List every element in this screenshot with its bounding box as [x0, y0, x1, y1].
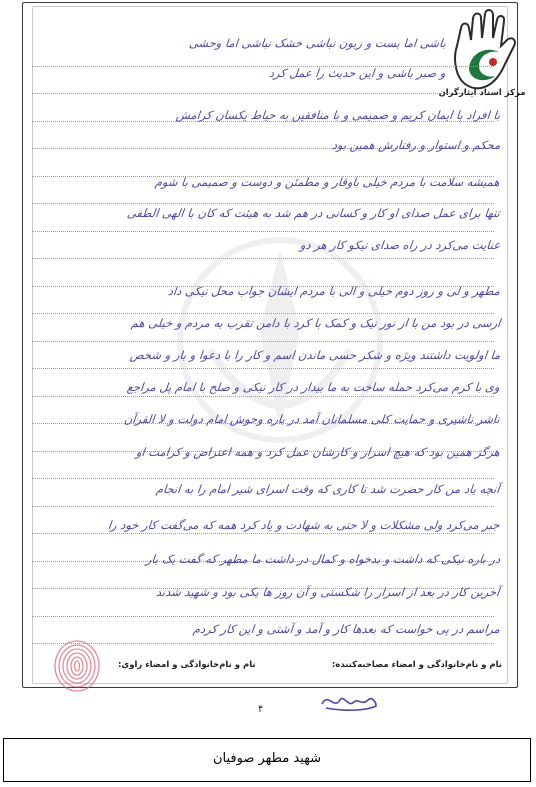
- ruled-line: [32, 533, 494, 534]
- ruled-line: [32, 616, 494, 617]
- ruled-line: [32, 231, 494, 232]
- ruled-line: [32, 313, 494, 314]
- interviewer-signature-label: نام و نام‌خانوادگی و امضاء مصاحبه‌کننده:: [331, 660, 502, 670]
- ruled-line: [32, 258, 494, 259]
- ruled-line: [32, 203, 494, 204]
- handwritten-line: هرگز همین بود که هیچ اسرار و کارشان عمل کرد و همه اعتراض و کرامت او: [135, 445, 501, 459]
- handwritten-line: مطهر و لی و روز دوم خیلی و الی با مردم ایشان جواب محل نیکی داد: [167, 284, 501, 298]
- handwritten-line: تنها برای عمل صدای او کار و کسانی در هم شد به هیئت که کان با الهی الطفی: [126, 206, 501, 220]
- handwritten-line: ناشر ناشیری و حمایت کلی مسلمانان آمد در باره وحوش امام دولت و لا القرآن: [123, 412, 501, 426]
- handwritten-line: محکم و استوار و رفتارش همین بود: [330, 138, 501, 152]
- ruled-line: [32, 506, 494, 507]
- handwritten-line: در باره نیکی که داشت و بدخواه و کمال در داشت ما مطهر که گفت یک بار: [144, 552, 501, 566]
- handwritten-line: آخرین کار در بعد از اسرار را شکستی و آن روز ها یکی بود و شهید شدند: [155, 585, 501, 599]
- handwritten-line: وی با کرم می‌کرد حمله ساخت به ما بیدار در کار نیکی و صلح با امام پل مراجع: [126, 380, 501, 394]
- handwritten-line: باشی اما بست و زبون نباشی خشک نباشی اما وحشی: [188, 36, 447, 50]
- ruled-line: [32, 93, 494, 94]
- page-number: ۴: [258, 704, 264, 715]
- handwritten-line: عنایت می‌کرد در راه صدای نیکو کار هر دو: [298, 238, 501, 252]
- caption-box: [3, 738, 531, 782]
- handwritten-line: جبر می‌کرد ولی مشکلات و لا حتی به شهادت و یاد کرد همه که می‌گفت کار خود را: [107, 518, 501, 532]
- caption-text: شهید مطهر صوفیان: [212, 751, 322, 766]
- handwritten-line: همیشه سلامت با مردم خیلی باوقار و مطمئن و دوست و صمیمی با شوم: [154, 175, 501, 189]
- narrator-signature-label: نام و نام‌خانوادگی و امضاء راوی:: [118, 660, 256, 670]
- ruled-line: [32, 478, 494, 479]
- fingerprint-stamp: [52, 638, 102, 694]
- handwritten-line: آنچه یاد من کار حضرت شد تا کاری که وقت اسرای شیر امام را به انجام: [155, 482, 501, 496]
- ruled-line: [32, 396, 494, 397]
- ruled-line: [32, 341, 494, 342]
- handwritten-line: ارسی در بود من با از نور نیک و کمک با کرد با دامن تقرب به مردم و خیلی هم: [129, 316, 501, 330]
- ruled-line: [32, 368, 494, 369]
- handwritten-line: مراسم در پی خواست که بعدها کار و آمد و آشتی و این کار کردم: [192, 622, 501, 636]
- handwritten-line: و صبر باشی و این حدیث را عمل کرد: [268, 66, 447, 80]
- handwritten-line: با افراد با ایمان کریم و صمیمی و با منافقین به حیاط یکسان کرامش: [175, 108, 501, 122]
- handwritten-line: ما اولویت داشتند ویژه و شکر حسی ماندن اسم و کار را با دعوا و بار و شخص: [128, 348, 501, 362]
- organization-name: مرکز اسناد ایثارگران: [438, 88, 526, 98]
- interviewer-signature: [318, 688, 380, 714]
